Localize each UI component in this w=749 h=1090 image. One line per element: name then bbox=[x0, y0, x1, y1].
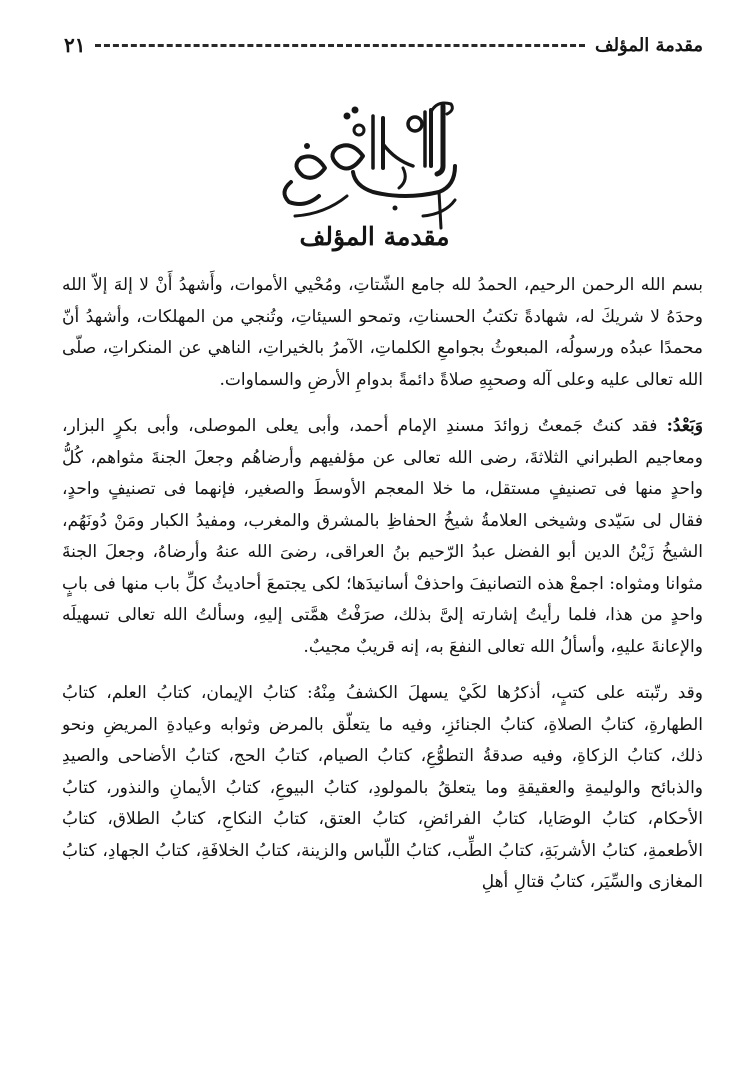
paragraph-text: فقد كنتُ جَمعتُ زوائدَ مسندِ الإمام أحمد، وأبى يعلى الموصلى، وأبى بكرٍ البزار، ومعاجيم الطبراني الثلاثةَ، رضى الله تعالى عن مؤلفيهم وأرضاهُم وجعلَ الجنةَ مثواهم، كُلُّ واحدٍ منها فى تصنيفٍ مستقل، ما خلا المعجم الأوسطَ والصغير، فإنهما فى تصنيفٍ واحدٍ، فقال لى سَيّدى وشيخى العلامةُ شيخُ الحفاظِ بالمشرق والمغرب، ومفيدُ الكبار ومَنْ دُونَهُم، الشيخُ زَيْنُ الدين أبو الفضل عبدُ الرّحيم بنُ العراقى، رضىَ الله عنهُ وأرضاهُ، وجعلَ الجنةَ مثوانا ومثواه: اجمعْ هذه التصانيفَ واحذفْ أسانيدَها؛ لكى يجتمعَ أحاديثُ كلِّ باب منها فى بابٍ واحدٍ من هذا، فلما رأيتُ إشارته إلىَّ بذلك، صرَفْتُ همَّتى إليهِ، وسألتُ الله تعالى تسهيلَه والإعانةَ عليهِ، وأسألُ الله تعالى النفعَ به، إنه قريبٌ مجيبٌ. bbox=[62, 416, 703, 657]
page-number: ٢١ bbox=[64, 33, 86, 57]
basmala-calligraphy bbox=[255, 96, 480, 231]
paragraph-text: بسم الله الرحمن الرحيم، الحمدُ لله جامع الشّتاتِ، ومُحْيي الأموات، وأَشهدُ أَنْ لا إلهَ إلاّ الله وحدَهُ لا شريكَ له، شهادةً تكتبُ الحسناتِ، وتمحو السيئاتِ، وتُنجي من المهلكات، وأشهدُ أنّ محمدًا عبدُه ورسولُه، المبعوثُ بجوامعِ الكلماتِ، الآمرُ بالخيراتِ، الناهي عن المنكراتِ، صلّى الله تعالى عليه وعلى آله وصحبِهِ صلاةً دائمةً بدوامِ الأرضِ والسماوات. bbox=[62, 275, 703, 390]
section-title: مقدمة المؤلف bbox=[299, 222, 450, 251]
paragraph-ammaba-d bbox=[62, 411, 703, 663]
paragraph-book-list bbox=[62, 678, 703, 899]
chapter-title: مقدمة المؤلف bbox=[594, 34, 703, 56]
running-header bbox=[64, 30, 703, 60]
paragraph-text: وقد رتّبته على كتبٍ، أذكرُها لكَيْ يسهلَ الكشفُ مِنْهُ: كتابُ الإيمان، كتابُ العلم، كتابُ الطهارةِ، كتابُ الصلاةِ، كتابُ الجنائزِ، وفيه ما يتعلّق بالمرض وثوابه وعيادةِ المريضِ ونحو ذلك، كتابُ الزكاةِ، وفيه صدقةُ التطوُّعِ، كتابُ الصيام، كتابُ الحج، كتابُ الأضاحى والصيدِ والذبائح والوليمةِ والعقيقةِ وما يتعلقُ بالمولودِ، كتابُ البيوعِ، كتابُ الأيمانِ والنذور، كتابُ الأحكام، كتابُ الوصَايا، كتابُ الفرائضِ، كتابُ العتق، كتابُ النكاحِ، كتابُ الطلاق، كتابُ الأطعمةِ، كتابُ الأشربَةِ، كتابُ الطِّب، كتابُ اللّباس والزينة، كتابُ الخلافَةِ، كتابُ الجهادِ، كتابُ المغازى والسِّيَر، كتابُ قتالِ أهلِ bbox=[62, 683, 703, 892]
paragraph-lead: وَبَعْدُ: bbox=[666, 416, 703, 436]
paragraph-intro bbox=[62, 270, 703, 396]
header-rule bbox=[95, 44, 584, 47]
body-text bbox=[62, 270, 703, 899]
